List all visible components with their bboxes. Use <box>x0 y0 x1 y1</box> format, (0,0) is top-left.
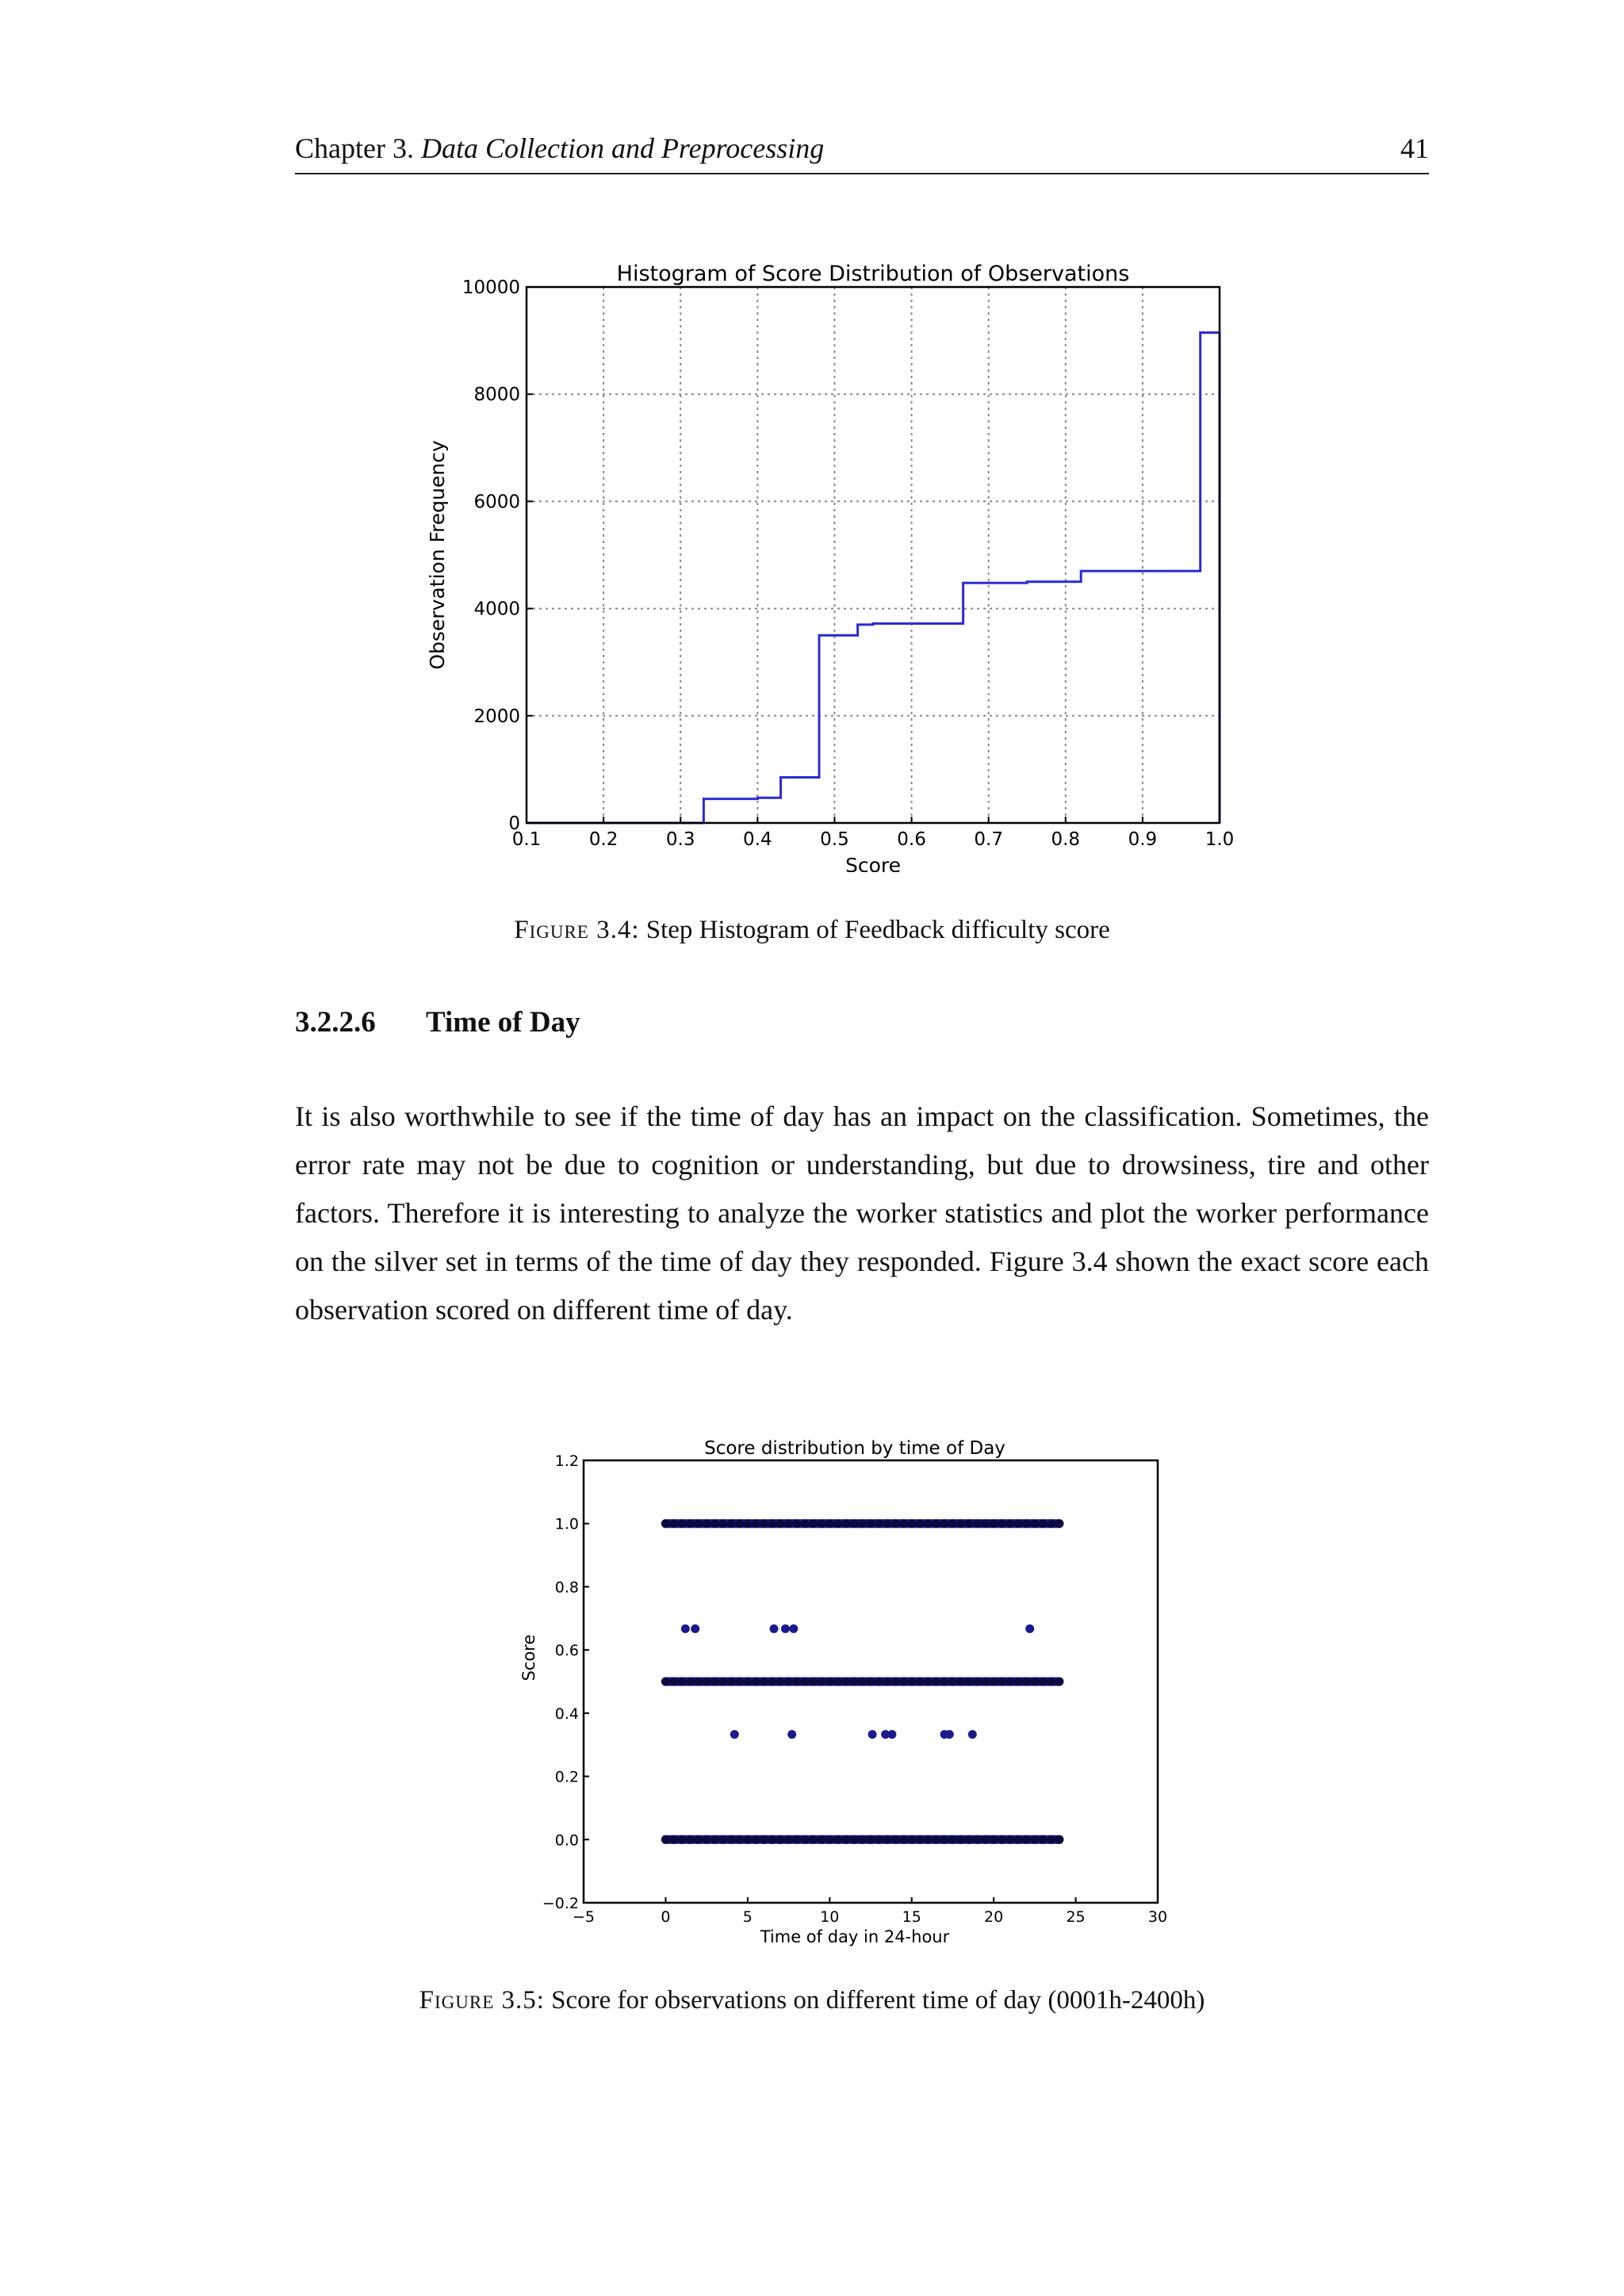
data-point <box>743 1519 752 1528</box>
data-point <box>768 1519 776 1528</box>
page-number: 41 <box>1400 132 1429 164</box>
body-paragraph: It is also worthwhile to see if the time of day has an impact on the classification. Sometimes, the error rate may not be due to cognition or understanding, but due to drowsiness, tire and other factors. Therefore it is interesting to analyze the worker statistics and plot the worker performance on the silver set in terms of the time of day they responded. Figure 3.4 shown the exact score each observation scored on different time of day. <box>295 1100 1429 1326</box>
data-point <box>678 1519 687 1528</box>
data-point <box>990 1835 998 1844</box>
x-tick-label: 0.9 <box>1128 829 1158 850</box>
data-point <box>833 1678 842 1686</box>
data-point <box>1005 1519 1014 1528</box>
data-point <box>776 1678 785 1686</box>
data-point <box>990 1678 998 1686</box>
data-point <box>940 1519 949 1528</box>
x-axis-label: Time of day in 24-hour <box>760 1927 950 1946</box>
header-chapter-number: Chapter 3. <box>295 132 414 164</box>
data-point <box>932 1835 940 1844</box>
y-tick-label: 0 <box>508 813 520 834</box>
data-point <box>661 1835 670 1844</box>
data-point <box>694 1519 703 1528</box>
x-axis-label: Score <box>845 854 902 872</box>
data-point <box>973 1678 982 1686</box>
data-point <box>998 1678 1006 1686</box>
data-point <box>891 1519 900 1528</box>
data-point <box>710 1678 719 1686</box>
data-point <box>1039 1835 1048 1844</box>
data-point <box>858 1519 867 1528</box>
data-point <box>710 1835 719 1844</box>
section-heading <box>295 1005 580 1039</box>
data-point <box>792 1678 801 1686</box>
data-point <box>1014 1678 1023 1686</box>
data-point <box>883 1678 891 1686</box>
data-point <box>907 1835 916 1844</box>
data-point <box>809 1835 818 1844</box>
data-point <box>1047 1519 1055 1528</box>
x-tick-label: 0.3 <box>665 829 695 850</box>
data-point <box>1005 1678 1014 1686</box>
data-point <box>727 1835 736 1844</box>
y-axis-label: Score <box>519 1634 538 1682</box>
data-point <box>735 1678 744 1686</box>
data-point <box>752 1678 760 1686</box>
y-tick-label: 8000 <box>473 385 520 406</box>
data-point <box>669 1835 678 1844</box>
x-tick-label: 0.6 <box>897 829 926 850</box>
y-tick-label: 0.2 <box>554 1768 579 1786</box>
data-point <box>916 1519 925 1528</box>
x-tick-label: 10 <box>820 1908 840 1926</box>
data-point <box>998 1835 1006 1844</box>
y-tick-label: 10000 <box>462 277 520 298</box>
data-point <box>801 1835 810 1844</box>
data-point <box>784 1678 793 1686</box>
data-point <box>1039 1678 1048 1686</box>
data-point <box>981 1678 990 1686</box>
data-point <box>948 1835 957 1844</box>
x-tick-label: 0.5 <box>820 829 849 850</box>
data-point <box>703 1519 711 1528</box>
data-point <box>760 1519 768 1528</box>
data-point <box>875 1835 883 1844</box>
data-point <box>678 1678 687 1686</box>
x-tick-label: 1.0 <box>1205 829 1235 850</box>
y-tick-label: 2000 <box>473 706 520 727</box>
data-point <box>1030 1678 1039 1686</box>
data-point <box>792 1835 801 1844</box>
data-point <box>768 1678 776 1686</box>
data-point <box>718 1678 727 1686</box>
data-point <box>825 1678 834 1686</box>
running-header <box>295 132 1429 174</box>
data-point <box>965 1835 974 1844</box>
data-point <box>752 1835 760 1844</box>
y-tick-label: 0.4 <box>554 1705 579 1723</box>
data-point <box>691 1624 699 1633</box>
data-point <box>973 1519 982 1528</box>
data-point <box>850 1835 859 1844</box>
x-tick-label: 0.2 <box>588 829 619 850</box>
data-point <box>932 1519 940 1528</box>
data-point <box>858 1678 867 1686</box>
data-point <box>1005 1835 1014 1844</box>
data-point <box>730 1730 739 1739</box>
data-point <box>875 1678 883 1686</box>
data-point <box>948 1519 957 1528</box>
data-point <box>1055 1835 1063 1844</box>
data-point <box>735 1835 744 1844</box>
x-tick-label: 0 <box>661 1908 671 1926</box>
data-point <box>825 1835 834 1844</box>
data-point <box>899 1519 908 1528</box>
data-point <box>703 1835 711 1844</box>
data-point <box>899 1835 908 1844</box>
data-point <box>907 1519 916 1528</box>
x-tick-label: −5 <box>572 1908 596 1926</box>
data-point <box>686 1835 695 1844</box>
data-point <box>1047 1678 1055 1686</box>
y-tick-label: 1.0 <box>554 1515 579 1533</box>
data-point <box>981 1835 990 1844</box>
data-point <box>940 1835 949 1844</box>
data-point <box>792 1519 801 1528</box>
data-point <box>842 1519 851 1528</box>
data-point <box>760 1835 768 1844</box>
data-point <box>703 1678 711 1686</box>
data-point <box>924 1835 933 1844</box>
data-point <box>1022 1678 1031 1686</box>
data-point <box>973 1835 982 1844</box>
data-point <box>694 1678 703 1686</box>
plot-frame <box>527 287 1220 823</box>
data-point <box>686 1519 695 1528</box>
data-point <box>789 1624 798 1633</box>
x-tick-label: 0.1 <box>511 829 542 850</box>
y-tick-label: 0.0 <box>554 1831 579 1850</box>
data-point <box>801 1519 810 1528</box>
data-point <box>850 1519 859 1528</box>
header-chapter-title: Data Collection and Preprocessing <box>420 132 825 164</box>
y-axis-label: Observation Frequency <box>426 440 449 670</box>
section-number: 3.2.2.6 <box>295 1006 376 1039</box>
data-point <box>710 1519 719 1528</box>
figure-3-5-label: Figure 3.5: <box>419 1986 545 2015</box>
data-point <box>990 1519 998 1528</box>
data-point <box>661 1678 670 1686</box>
data-point <box>948 1678 957 1686</box>
section-title: Time of Day <box>426 1006 580 1039</box>
data-point <box>1047 1835 1055 1844</box>
y-tick-label: 0.6 <box>554 1642 579 1660</box>
data-point <box>907 1678 916 1686</box>
data-point <box>809 1519 818 1528</box>
data-point <box>891 1835 900 1844</box>
data-point <box>968 1730 977 1739</box>
header-chapter <box>295 132 824 165</box>
data-point <box>768 1835 776 1844</box>
data-point <box>694 1835 703 1844</box>
chart-title: Histogram of Score Distribution of Observations <box>616 262 1130 286</box>
figure-3-4-label: Figure 3.4: <box>514 916 640 944</box>
histogram-chart <box>412 254 1245 872</box>
y-tick-label: 6000 <box>473 492 520 513</box>
data-point <box>867 1678 875 1686</box>
data-point <box>867 1835 875 1844</box>
data-point <box>1030 1835 1039 1844</box>
data-point <box>833 1835 842 1844</box>
data-point <box>924 1678 933 1686</box>
y-tick-label: 0.8 <box>554 1578 579 1597</box>
chart-title: Score distribution by time of Day <box>704 1438 1005 1459</box>
data-point <box>924 1519 933 1528</box>
data-point <box>727 1678 736 1686</box>
data-point <box>956 1519 965 1528</box>
data-point <box>887 1730 896 1739</box>
x-tick-label: 5 <box>742 1908 753 1926</box>
data-point <box>899 1678 908 1686</box>
data-point <box>735 1519 744 1528</box>
data-point <box>833 1519 842 1528</box>
data-point <box>817 1835 825 1844</box>
data-point <box>801 1678 810 1686</box>
data-point <box>916 1835 925 1844</box>
data-point <box>781 1624 790 1633</box>
data-point <box>686 1678 695 1686</box>
data-point <box>945 1730 954 1739</box>
data-point <box>1022 1835 1031 1844</box>
data-point <box>1030 1519 1039 1528</box>
data-point <box>858 1835 867 1844</box>
data-point <box>875 1519 883 1528</box>
data-point <box>965 1519 974 1528</box>
scatter-chart <box>508 1427 1189 1958</box>
data-point <box>981 1519 990 1528</box>
data-point <box>998 1519 1006 1528</box>
figure-3-5-caption <box>0 1986 1624 2015</box>
data-point <box>727 1519 736 1528</box>
data-point <box>1055 1678 1063 1686</box>
data-point <box>956 1835 965 1844</box>
data-point <box>932 1678 940 1686</box>
data-point <box>891 1678 900 1686</box>
data-point <box>678 1835 687 1844</box>
data-point <box>669 1678 678 1686</box>
data-point <box>842 1835 851 1844</box>
figure-3-5-text: Score for observations on different time of day (0001h-2400h) <box>551 1986 1205 2015</box>
data-point <box>817 1519 825 1528</box>
data-point <box>681 1624 690 1633</box>
x-tick-label: 0.4 <box>743 829 772 850</box>
data-point <box>1022 1519 1031 1528</box>
data-point <box>776 1519 785 1528</box>
x-tick-label: 0.7 <box>974 829 1003 850</box>
data-point <box>867 1519 875 1528</box>
data-point <box>743 1678 752 1686</box>
x-tick-label: 30 <box>1147 1908 1168 1926</box>
x-tick-label: 0.8 <box>1051 829 1081 850</box>
y-tick-label: 4000 <box>473 599 520 620</box>
data-point <box>1014 1519 1023 1528</box>
data-point <box>809 1678 818 1686</box>
data-point <box>1055 1519 1063 1528</box>
data-point <box>868 1730 877 1739</box>
data-point <box>1039 1519 1048 1528</box>
data-point <box>661 1519 670 1528</box>
data-point <box>784 1835 793 1844</box>
data-point <box>787 1730 796 1739</box>
data-point <box>743 1835 752 1844</box>
data-point <box>784 1519 793 1528</box>
data-point <box>760 1678 768 1686</box>
data-point <box>669 1519 678 1528</box>
data-point <box>825 1519 834 1528</box>
data-point <box>776 1835 785 1844</box>
data-point <box>940 1678 949 1686</box>
data-point <box>956 1678 965 1686</box>
data-point <box>718 1519 727 1528</box>
data-point <box>1025 1624 1034 1633</box>
y-tick-label: −0.2 <box>542 1895 579 1912</box>
data-point <box>916 1678 925 1686</box>
data-point <box>965 1678 974 1686</box>
data-point <box>883 1519 891 1528</box>
histogram-step-line <box>527 333 1220 824</box>
data-point <box>842 1678 851 1686</box>
data-point <box>1014 1835 1023 1844</box>
x-tick-label: 15 <box>902 1908 921 1926</box>
x-tick-label: 25 <box>1066 1908 1086 1926</box>
figure-3-4-caption <box>0 916 1624 945</box>
data-point <box>718 1835 727 1844</box>
figure-3-4-text: Step Histogram of Feedback difficulty score <box>645 916 1110 944</box>
data-point <box>850 1678 859 1686</box>
data-point <box>752 1519 760 1528</box>
y-tick-label: 1.2 <box>554 1452 579 1470</box>
data-point <box>770 1624 779 1633</box>
data-point <box>883 1835 891 1844</box>
x-tick-label: 20 <box>984 1908 1004 1926</box>
data-point <box>817 1678 825 1686</box>
